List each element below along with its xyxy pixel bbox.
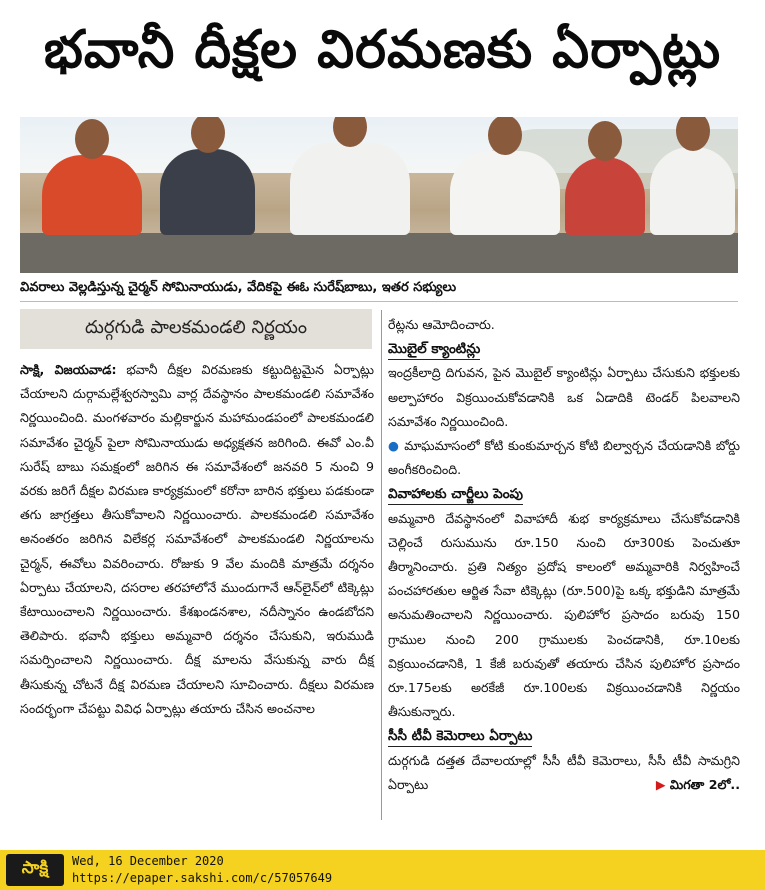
left-body: భవానీ దీక్షల విరమణకు కట్టుదిట్టమైన ఏర్పాట్లు చేయాలని దుర్గామల్లేశ్వరస్వామి వార్ల దేవస్థానం పాలకమండలి సమావేశం నిర్ణయించింది. మంగళవారం మల్లికార్జున మహామండపంలో పాలకమండలి సమావేశం చైర్మన్ పైలా సోమినాయుడు అధ్యక్షతన జరిగింది. ఈవో ఎం.వీ సురేష్ బాబు సమక్షంలో జరిగిన ఈ సమావేశంలో జనవరి 5 నుంచి 9 వరకు జరిగే దీక్షల విరమణ కార్యక్రమంలో కరోనా బారిన భక్తులు పడకుండా తగు జాగ్రత్తలు తీసుకోవాలని నిర్ణయించారు. పాలకమండలి సమావేశం అనంతరం జరిగిన విలేకర్ల సమావేశంలో పాలకమండలి నిర్ణయాలను చైర్మన్, ఈవోలు వివరించారు. రోజుకు 9 వేల మందికి మాత్రమే దర్శనం ఏర్పాటు చేయాలని, దసరాల తరహాలోనే ముందుగానే ఆన్‌లైన్‌లో టిక్కెట్లు కేటాయించాలని నిర్ణయించారు. కేశఖండనశాల, నదీస్నానం ఉండబోదని తెలిపారు. భవానీ భక్తులు అమ్మవారి దర్శనం చేసుకుని, ఇరుముడి సమర్పించాలని నిర్ణయించారు. దీక్ష మాలను వేసుకున్న వారు దీక్ష తీసుకున్న చోటనే దీక్ష విరమణ చేయాలని సూచించారు. దీక్షలు విరమణ సందర్భంగా చేపట్టు వివిధ ఏర్పాట్లు తయారు చేసిన అంచనాల	[20, 362, 374, 716]
section-body-marriage-charges: అమ్మవారి దేవస్థానంలో వివాహాదీ శుభ కార్యక్రమాలు చేసుకోవడానికి చెల్లించే రుసుమును రూ.150 నుంచి రూ300కు పెంచుతూ తీర్మానించారు. ప్రతి నిత్యం ప్రదోష కాలంలో అమ్మవారికి నిర్వహించే పంచహారతుల ఆర్జిత సేవా టిక్కెట్లు (రూ.500)పై ఒక్క భక్తుడిని మాత్రమే అనుమతించాలని నిర్ణయించారు. పులిహోర ప్రసాదం బరువు 150 గ్రాముల నుంచి 200 గ్రాములకు పెంచడానికి, రూ.10లకు విక్రయించడానికి, 1 కేజీ బరువుతో తయారు చేసిన పులిహోర ప్రసాదం రూ.175లకు అరకేజీ రూ.100లకు విక్రయించడానికి నిర్ణయం తీసుకున్నారు.	[388, 510, 740, 720]
dateline: సాక్షి, విజయవాడ:	[20, 362, 117, 377]
photo-person	[565, 157, 645, 235]
photo-person	[450, 151, 560, 235]
footer-date: Wed, 16 December 2020	[72, 854, 224, 868]
right-column	[388, 313, 740, 797]
bullet-paragraph: ● మాఘమాసంలో కోటి కుంకుమార్చన కోటి బిల్వార్చన చేయడానికి బోర్డు అంగీకరించింది.	[388, 438, 740, 478]
continued-marker: ▶ మిగతా 2లో..	[655, 776, 740, 792]
photo-person	[42, 155, 142, 235]
news-photo	[20, 117, 738, 273]
sakshi-logo: సాక్షి	[6, 854, 64, 886]
bullet-icon: ●	[388, 438, 400, 454]
photo-person	[290, 143, 410, 235]
section-title-marriage-charges: వివాహాలకు చార్జీలు పెంపు	[388, 484, 523, 505]
left-column	[20, 358, 374, 721]
section-title-cctv: సీసీ టీవీ కెమెరాలు ఏర్పాటు	[388, 726, 532, 747]
photo-person	[650, 147, 735, 235]
footer	[0, 850, 765, 890]
footer-url[interactable]: https://epaper.sakshi.com/c/57057649	[72, 871, 333, 885]
subhead: దుర్గగుడి పాలకమండలి నిర్ణయం	[20, 309, 372, 349]
column-divider	[381, 310, 382, 820]
photo-caption: వివరాలు వెల్లడిస్తున్న చైర్మన్ సోమినాయుడు, వేదికపై ఈఓ సురేష్‌బాబు, ఇతర సభ్యులు	[20, 277, 738, 302]
headline: భవానీ దీక్షల విరమణకు ఏర్పాట్లు	[43, 19, 722, 80]
continuation-text: రేట్లను ఆమోదించారు.	[388, 317, 495, 332]
section-title-mobile-canteens: మొబైల్ క్యాంటిన్లు	[388, 339, 480, 360]
section-body-cctv: దుర్గగుడి దత్తత దేవాలయాల్లో సీసీ టీవీ కెమెరాలు, సీసీ టీవీ సామగ్రిని ఏర్పాటు ▶ మిగతా 2లో..	[388, 749, 740, 797]
photo-table	[20, 233, 738, 273]
footer-info	[72, 853, 332, 887]
section-body-mobile-canteens: ఇంద్రకీలాద్రి దిగువన, పైన మొబైల్ క్యాంటిన్లు ఏర్పాటు చేసుకుని భక్తులకు అల్పాహారం విక్రయించుకోవడానికి ఒక ఏడాదికి టెండర్ పిలవాలని సమావేశం నిర్ణయించింది.	[388, 365, 740, 429]
photo-person	[160, 149, 255, 235]
triangle-icon: ▶	[655, 776, 666, 792]
